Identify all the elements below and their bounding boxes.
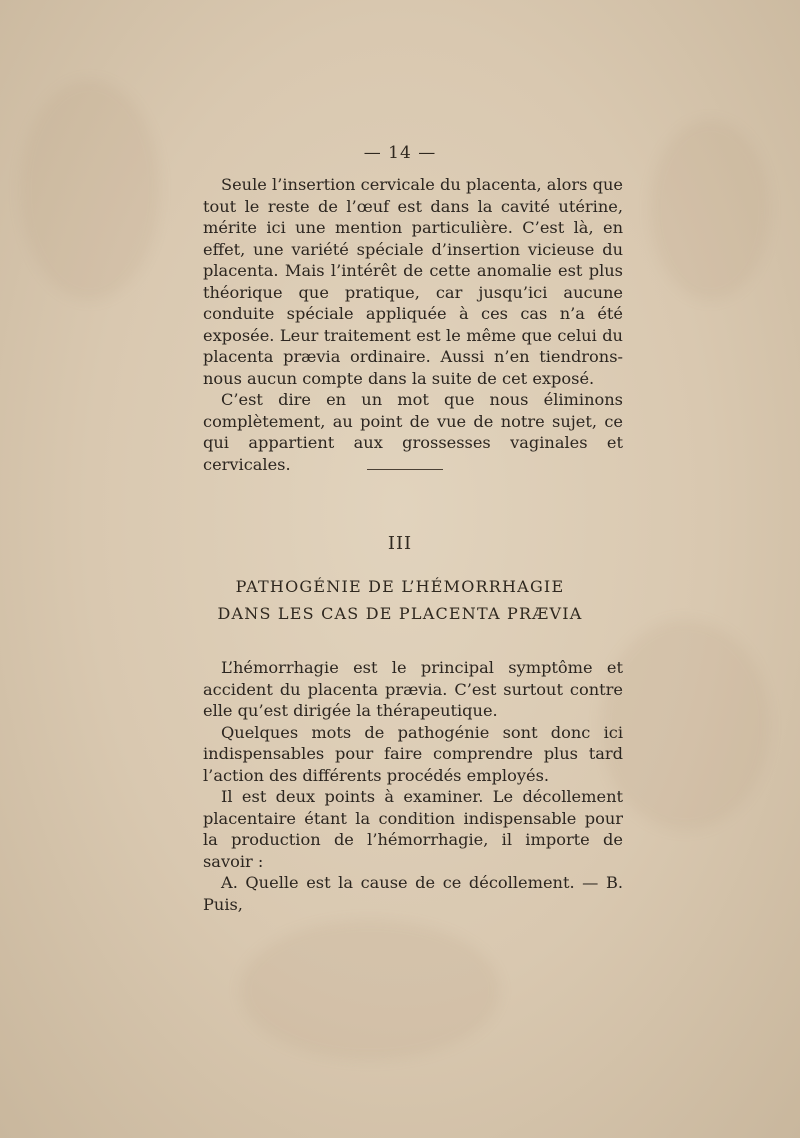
page-number: — 14 — xyxy=(363,143,437,163)
intro-paragraph-2: C’est dire en un mot que nous éliminons complètement, au point de vue de notre sujet, ce qui appartient aux grossesses vaginales et cervicales. xyxy=(203,390,623,474)
section-divider xyxy=(367,469,443,470)
section-text-block xyxy=(203,657,623,915)
intro-paragraph-1: Seule l’insertion cervicale du placenta, alors que tout le reste de l’œuf est dans la cavité utérine, mérite ici une mention particulière. C’est là, en effet, une variété spéciale d’insertion vicieuse du placenta. Mais l’intérêt de cette anomalie est plus théorique que pratique, car jusqu’ici aucune conduite spéciale appliquée à ces cas n’a été exposée. Leur traitement est le même que celui du placenta prævia ordinaire. Aussi n’en tiendrons-nous aucun compte dans la suite de cet exposé. xyxy=(203,175,623,388)
section-paragraph-3: Il est deux points à examiner. Le décollement placentaire étant la condition indispensable pour la production de l’hémorrhagie, il importe de savoir : xyxy=(203,787,623,871)
section-paragraph-1: L’hémorrhagie est le principal symptôme et accident du placenta prævia. C’est surtout contre elle qu’est dirigée la thérapeutique. xyxy=(203,658,623,720)
section-title-line-1: PATHOGÉNIE DE L’HÉMORRHAGIE xyxy=(235,577,565,596)
intro-text-block xyxy=(203,174,623,475)
paper-stain xyxy=(240,920,500,1060)
paper-stain xyxy=(20,80,160,300)
section-title-line-2: DANS LES CAS DE PLACENTA PRÆVIA xyxy=(217,604,583,623)
paper-stain xyxy=(600,620,770,830)
section-number: III xyxy=(387,533,413,554)
section-paragraph-2: Quelques mots de pathogénie sont donc ici indispensables pour faire comprendre plus tard l’action des différents procédés employés. xyxy=(203,722,623,785)
section-paragraph-4: A. Quelle est la cause de ce décollement. — B. Puis, xyxy=(203,873,623,914)
